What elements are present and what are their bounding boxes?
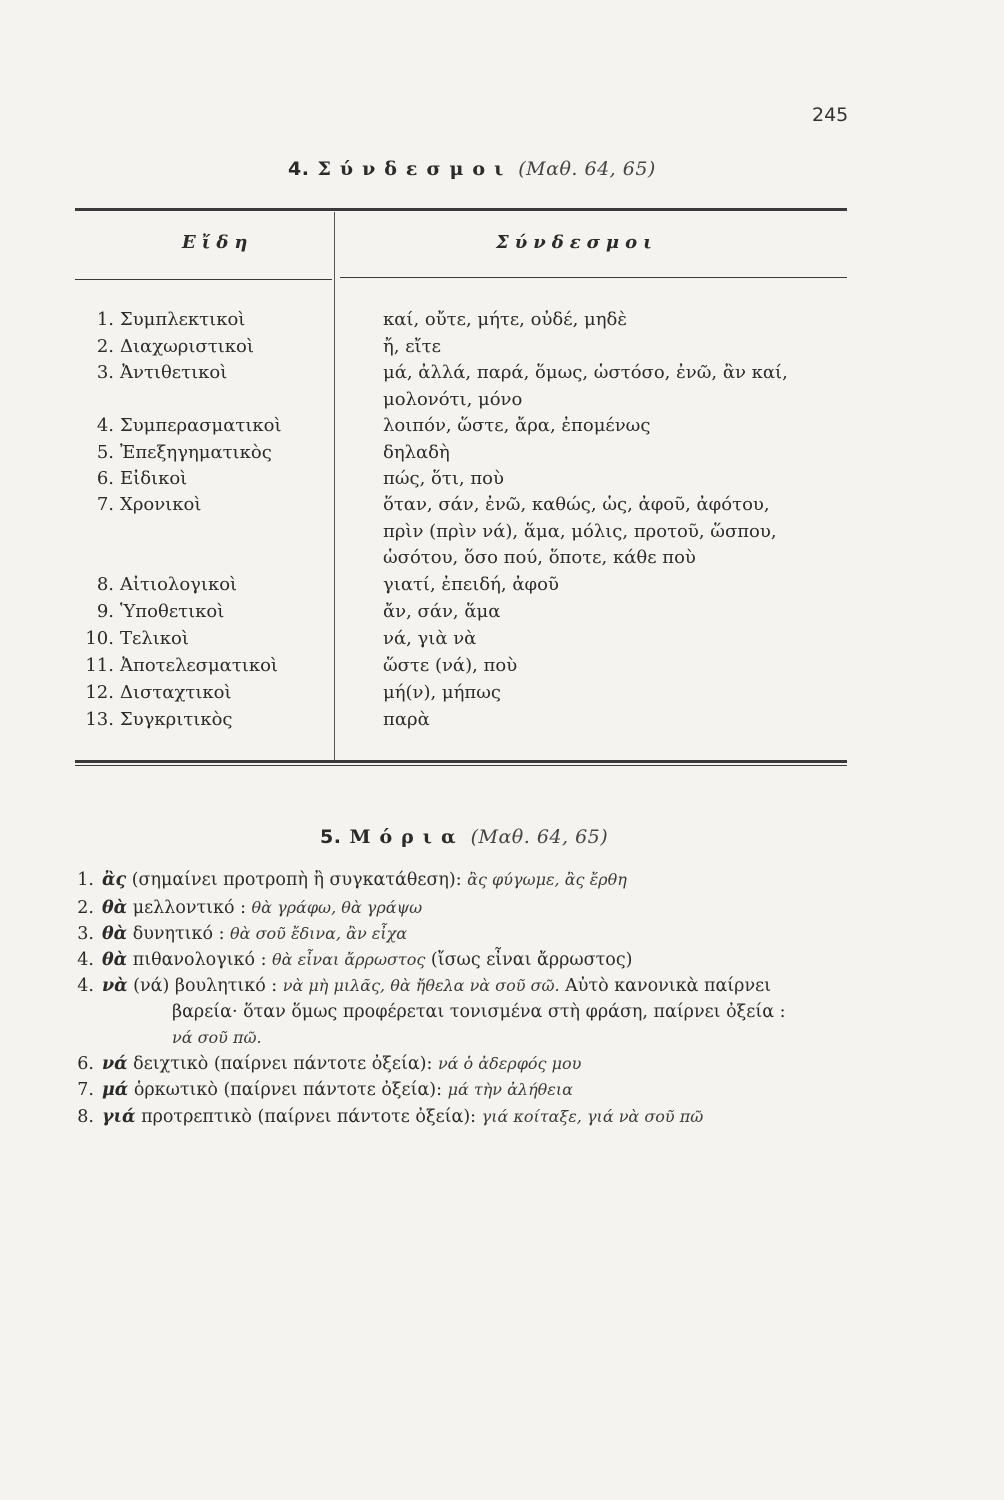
- particle-item-continuation: [172, 1028, 262, 1048]
- item-body: [102, 898, 422, 918]
- item-number: 8.: [77, 1107, 94, 1127]
- row-number: 9.: [96, 601, 114, 622]
- particle-example: θὰ εἶναι ἄρρωστος: [272, 950, 426, 969]
- row-number: 13.: [85, 709, 114, 730]
- particle-example: θὰ σοῦ ἔδινα, ἂν εἶχα: [230, 924, 408, 943]
- particle-example: γιά κοίταξε, γιά νὰ σοῦ πῶ: [481, 1107, 704, 1126]
- section-heading: Μόρια: [349, 826, 465, 848]
- particle-description: (νά) βουλητικό :: [127, 976, 283, 996]
- particle-example: νά ὁ ἀδερφός μου: [437, 1054, 582, 1073]
- particle-word: θὰ: [102, 924, 128, 944]
- particle-word: ἂς: [102, 870, 127, 890]
- conjunction-kind: Ἀντιθετικοὶ: [120, 362, 228, 383]
- header-rule-left: [75, 279, 332, 280]
- column-header-kinds: Εἴδη: [182, 232, 254, 253]
- particle-example: μά τὴν ἀλήθεια: [447, 1080, 573, 1099]
- particle-word: νὰ: [102, 976, 128, 996]
- conjunction-kind: Αἰτιολογικοὶ: [120, 574, 238, 595]
- row-number: 10.: [85, 628, 114, 649]
- item-number: 2.: [77, 898, 94, 918]
- table-row: [0, 574, 1004, 600]
- conjunction-list: παρὰ: [383, 709, 430, 730]
- conjunction-kind: Ἐπεξηγηματικὸς: [120, 442, 272, 463]
- header-rule-right: [340, 277, 847, 278]
- particle-description: προτρεπτικὸ (παίρνει πάντοτε ὀξεία):: [135, 1107, 482, 1127]
- item-body: [102, 1080, 573, 1100]
- conjunction-kind: Χρονικοὶ: [120, 494, 202, 515]
- conjunction-kind: Ὑποθετικοὶ: [120, 601, 225, 622]
- table-row: [0, 709, 1004, 735]
- item-body: [102, 1054, 581, 1074]
- particle-description: ὁρκωτικὸ (παίρνει πάντοτε ὀξεία):: [128, 1080, 448, 1100]
- particle-note: (ἴσως εἶναι ἄρρωστος): [425, 950, 633, 970]
- conjunction-kind: Συμπερασματικοὶ: [120, 415, 282, 436]
- item-body: [102, 1107, 703, 1127]
- table-bottom-rule: [75, 760, 847, 763]
- particle-example: νὰ μὴ μιλᾶς, θὰ ἤθελα νὰ σοῦ σῶ.: [282, 976, 560, 995]
- conjunction-kind: Διαχωριστικοὶ: [120, 336, 254, 357]
- conjunction-list: νά, γιὰ νὰ: [383, 628, 477, 649]
- row-number: 12.: [85, 682, 114, 703]
- particle-word: μά: [102, 1080, 129, 1100]
- item-body: [102, 924, 407, 944]
- conjunction-list: μή(ν), μήπως: [383, 682, 501, 703]
- conjunction-list: λοιπόν, ὥστε, ἄρα, ἐπομένως: [383, 415, 651, 436]
- particle-description: δειχτικὸ (παίρνει πάντοτε ὀξεία):: [127, 1054, 438, 1074]
- conjunction-list: ἄν, σάν, ἅμα: [383, 601, 501, 622]
- table-row: [0, 468, 1004, 494]
- section-number: 5.: [320, 826, 342, 848]
- item-number: 1.: [77, 870, 94, 890]
- conjunction-list: ὥστε (νά), ποὺ: [383, 655, 518, 676]
- conjunction-list: δηλαδὴ: [383, 442, 450, 463]
- table-row: [0, 628, 1004, 654]
- particle-example: νά σοῦ πῶ.: [172, 1028, 262, 1047]
- particle-note: Αὐτὸ κανονικὰ παίρνει: [559, 976, 772, 996]
- item-number: 6.: [77, 1054, 94, 1074]
- table-row: [0, 336, 1004, 362]
- section-number: 4.: [288, 158, 310, 180]
- conjunction-list-continuation: πρὶν (πρὶν νά), ἅμα, μόλις, προτοῦ, ὥσπου,: [383, 521, 777, 542]
- row-number: 2.: [96, 336, 114, 357]
- row-number: 6.: [96, 468, 114, 489]
- particle-description: πιθανολογικό :: [127, 950, 273, 970]
- conjunction-kind: Εἰδικοὶ: [120, 468, 188, 489]
- row-number: 4.: [96, 415, 114, 436]
- particle-description: (σημαίνει προτροπὴ ἢ συγκατάθεση):: [126, 870, 468, 890]
- item-number: 7.: [77, 1080, 94, 1100]
- particle-word: γιά: [102, 1107, 136, 1127]
- conjunction-list: γιατί, ἐπειδή, ἀφοῦ: [383, 574, 559, 595]
- row-number: 3.: [96, 362, 114, 383]
- section-heading: Σύνδεσμοι: [317, 158, 513, 180]
- section-reference: (Μαθ. 64, 65): [518, 158, 656, 180]
- table-row: [0, 362, 1004, 388]
- section-reference: (Μαθ. 64, 65): [470, 826, 609, 848]
- table-row: [0, 442, 1004, 468]
- conjunction-kind: Συγκριτικὸς: [120, 709, 233, 730]
- table-row: [0, 682, 1004, 708]
- row-number: 5.: [96, 442, 114, 463]
- conjunction-kind: Ἀποτελεσματικοὶ: [120, 655, 278, 676]
- item-body: [102, 950, 632, 970]
- particle-word: νά: [102, 1054, 128, 1074]
- conjunction-list: μά, ἀλλά, παρά, ὅμως, ὡστόσο, ἐνῶ, ἂν καί,: [383, 362, 788, 383]
- conjunction-list-continuation: μολονότι, μόνο: [383, 389, 523, 410]
- table-bottom-rule-thin: [75, 765, 847, 766]
- column-header-conjunctions: Σύνδεσμοι: [496, 232, 658, 253]
- conjunction-list: ὅταν, σάν, ἐνῶ, καθώς, ὡς, ἀφοῦ, ἀφότου,: [383, 494, 770, 515]
- particle-example: ἂς φύγωμε, ἂς ἔρθη: [467, 870, 627, 889]
- table-row: [0, 494, 1004, 520]
- table-top-rule: [75, 208, 847, 211]
- conjunction-list: ἤ, εἴτε: [383, 336, 441, 357]
- particle-example: θὰ γράφω, θὰ γράψω: [251, 898, 423, 917]
- conjunction-kind: Δισταχτικοὶ: [120, 682, 232, 703]
- conjunction-list: καί, οὔτε, μήτε, οὐδέ, μηδὲ: [383, 309, 627, 330]
- row-number: 1.: [96, 309, 114, 330]
- conjunction-list: πώς, ὅτι, ποὺ: [383, 468, 504, 489]
- conjunction-list-continuation: ὡσότου, ὅσο πού, ὅποτε, κάθε ποὺ: [383, 547, 696, 568]
- item-body: [102, 976, 771, 996]
- section-4-title: [288, 158, 656, 180]
- row-number: 11.: [85, 655, 114, 676]
- conjunction-kind: Συμπλεκτικοὶ: [120, 309, 246, 330]
- particle-item-continuation: βαρεία· ὅταν ὅμως προφέρεται τονισμένα στὴ φράση, παίρνει ὀξεία :: [172, 1002, 786, 1022]
- particle-word: θὰ: [102, 950, 128, 970]
- table-row: [0, 655, 1004, 681]
- row-number: 7.: [96, 494, 114, 515]
- row-number: 8.: [96, 574, 114, 595]
- table-row: [0, 601, 1004, 627]
- item-number: 3.: [77, 924, 94, 944]
- table-row: [0, 415, 1004, 441]
- particle-description: μελλοντικό :: [127, 898, 252, 918]
- section-5-title: [320, 826, 608, 848]
- particle-word: θὰ: [102, 898, 128, 918]
- conjunction-kind: Τελικοὶ: [120, 628, 189, 649]
- page-number: 245: [812, 104, 849, 126]
- item-number: 4.: [77, 950, 94, 970]
- particle-description: δυνητικό :: [127, 924, 231, 944]
- item-number: 4.: [77, 976, 94, 996]
- table-row: [0, 309, 1004, 335]
- item-body: [102, 870, 627, 890]
